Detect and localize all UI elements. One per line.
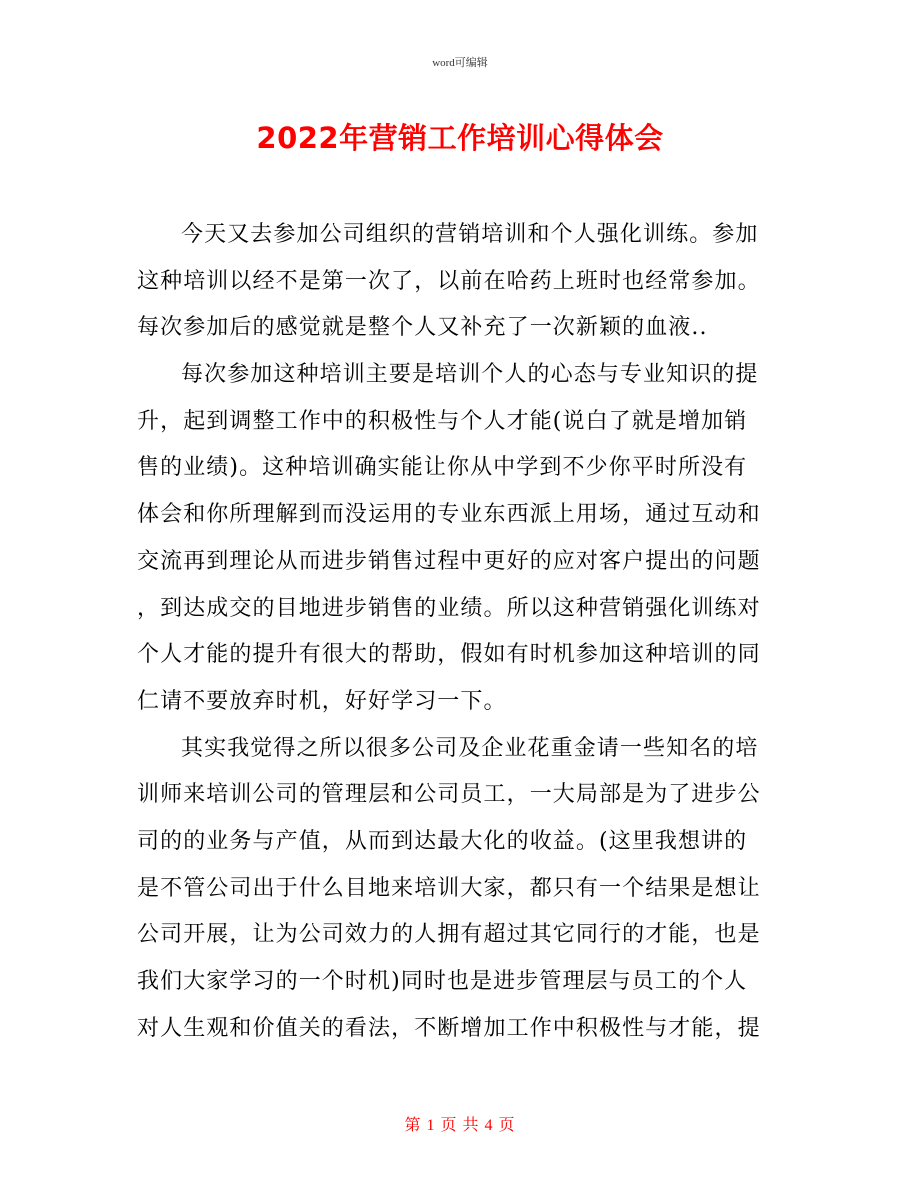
page-indicator: 第 1 页 共 4 页: [404, 1117, 516, 1134]
paragraph-2-line-3: 售的业绩)。这种培训确实能让你从中学到不少你平时所没有: [137, 455, 748, 481]
paragraph-2-line-5: 交流再到理论从而进步销售过程中更好的应对客户提出的问题: [137, 548, 761, 574]
paragraph-3-line-4: 是不管公司出于什么目地来培训大家，都只有一个结果是想让: [137, 875, 761, 901]
paragraph-2-line-6: ，到达成交的目地进步销售的业绩。所以这种营销强化训练对: [137, 595, 761, 621]
paragraph-2-line-1: 每次参加这种培训主要是培训个人的心态与专业知识的提: [181, 362, 759, 388]
paragraph-3-line-7: 对人生观和价值关的看法，不断增加工作中积极性与才能，提: [137, 1015, 761, 1041]
paragraph-1-line-2: 这种培训以经不是第一次了，以前在哈药上班时也经常参加。: [137, 268, 761, 294]
document-body: [137, 212, 787, 1052]
paragraph-3-line-2: 训师来培训公司的管理层和公司员工，一大局部是为了进步公: [137, 782, 761, 808]
header-note: word可编辑: [432, 57, 488, 69]
paragraph-3-line-6: 我们大家学习的一个时机)同时也是进步管理层与员工的个人: [137, 969, 748, 994]
document-title: 2022年营销工作培训心得体会: [256, 121, 664, 155]
paragraph-1-line-3: 每次参加后的感觉就是整个人又补充了一次新颖的血液..: [137, 315, 708, 341]
paragraph-2-line-8: 仁请不要放弃时机，好好学习一下。: [137, 688, 507, 714]
paragraph-3-line-5: 公司开展，让为公司效力的人拥有超过其它同行的才能，也是: [137, 922, 761, 948]
paragraph-1-line-1: 今天又去参加公司组织的营销培训和个人强化训练。参加: [181, 222, 759, 247]
paragraph-2-line-7: 个人才能的提升有很大的帮助，假如有时机参加这种培训的同: [137, 642, 761, 668]
paragraph-2-line-4: 体会和你所理解到而没运用的专业东西派上用场，通过互动和: [137, 502, 761, 528]
paragraph-3-line-1: 其实我觉得之所以很多公司及企业花重金请一些知名的培: [181, 735, 759, 761]
paragraph-2-line-2: 升，起到调整工作中的积极性与个人才能(说白了就是增加销: [137, 408, 748, 434]
paragraph-3-line-3: 司的的业务与产值，从而到达最大化的收益。(这里我想讲的: [137, 828, 748, 854]
